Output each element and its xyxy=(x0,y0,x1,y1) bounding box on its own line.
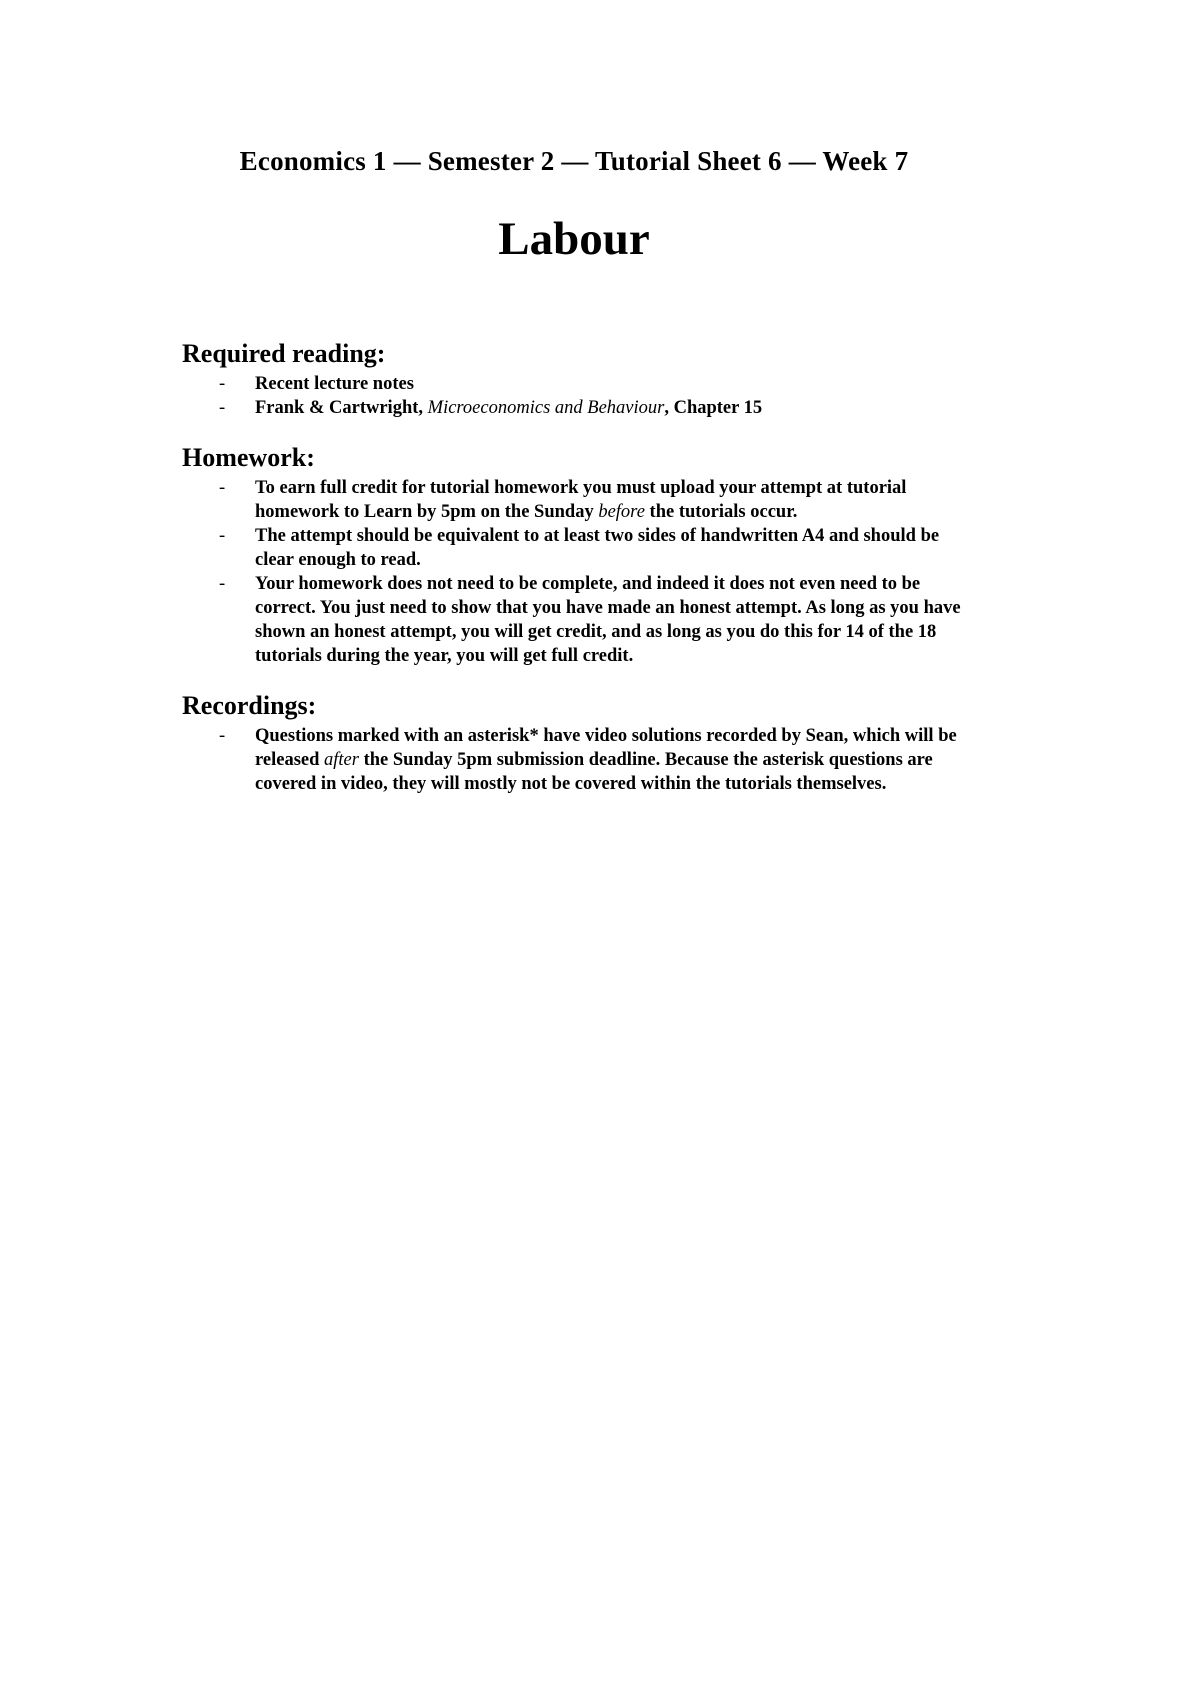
list-item-text: Frank & Cartwright, xyxy=(255,398,428,418)
list-item-text: the tutorials occur. xyxy=(644,502,798,522)
list-item-text: To earn full credit for tutorial homework you must upload your attempt at tutorial homework to Learn by 5pm on the Sunday xyxy=(255,478,907,522)
bullet-dash: - xyxy=(219,574,226,594)
bullet-dash: - xyxy=(219,398,226,418)
page-title: Labour xyxy=(498,213,650,265)
homework-list xyxy=(182,476,972,668)
list-item-text: The attempt should be equivalent to at least two sides of handwritten A4 and should be clear enough to read. xyxy=(255,526,940,570)
bullet-dash: - xyxy=(219,374,226,394)
list-item xyxy=(182,524,972,572)
emphasis-text: before xyxy=(598,502,645,522)
emphasis-text: after xyxy=(324,750,359,770)
required-reading-heading: Required reading: xyxy=(182,339,386,368)
list-item-text: , Chapter 15 xyxy=(664,398,763,418)
list-item-text: the Sunday 5pm submission deadline. Because the asterisk questions are covered in video, they will mostly not be covered within the tutorials themselves. xyxy=(255,750,933,794)
course-header: Economics 1 — Semester 2 — Tutorial Sheet 6 — Week 7 xyxy=(239,146,909,176)
list-item-text: Recent lecture notes xyxy=(255,374,414,394)
list-item xyxy=(182,372,972,396)
recordings-section xyxy=(182,690,972,796)
book-title: Microeconomics and Behaviour xyxy=(427,398,665,418)
list-item xyxy=(182,572,972,668)
bullet-dash: - xyxy=(219,726,226,746)
required-reading-section xyxy=(182,338,972,420)
list-item xyxy=(182,476,972,524)
list-item-text: Questions marked with an asterisk* have video solutions recorded by Sean, which will be released xyxy=(255,726,957,770)
homework-heading: Homework: xyxy=(182,443,315,472)
recordings-list xyxy=(182,724,972,796)
list-item-text: Your homework does not need to be complete, and indeed it does not even need to be correct. You just need to show that you have made an honest attempt. As long as you have shown an honest attempt, you will get credit, and as long as you do this for 14 of the 18 tutorials during the year, you will get full credit. xyxy=(255,574,961,666)
bullet-dash: - xyxy=(219,526,226,546)
recordings-heading: Recordings: xyxy=(182,691,317,720)
list-item xyxy=(182,724,972,796)
required-reading-list xyxy=(182,372,972,420)
homework-section xyxy=(182,442,972,668)
bullet-dash: - xyxy=(219,478,226,498)
list-item xyxy=(182,396,972,420)
